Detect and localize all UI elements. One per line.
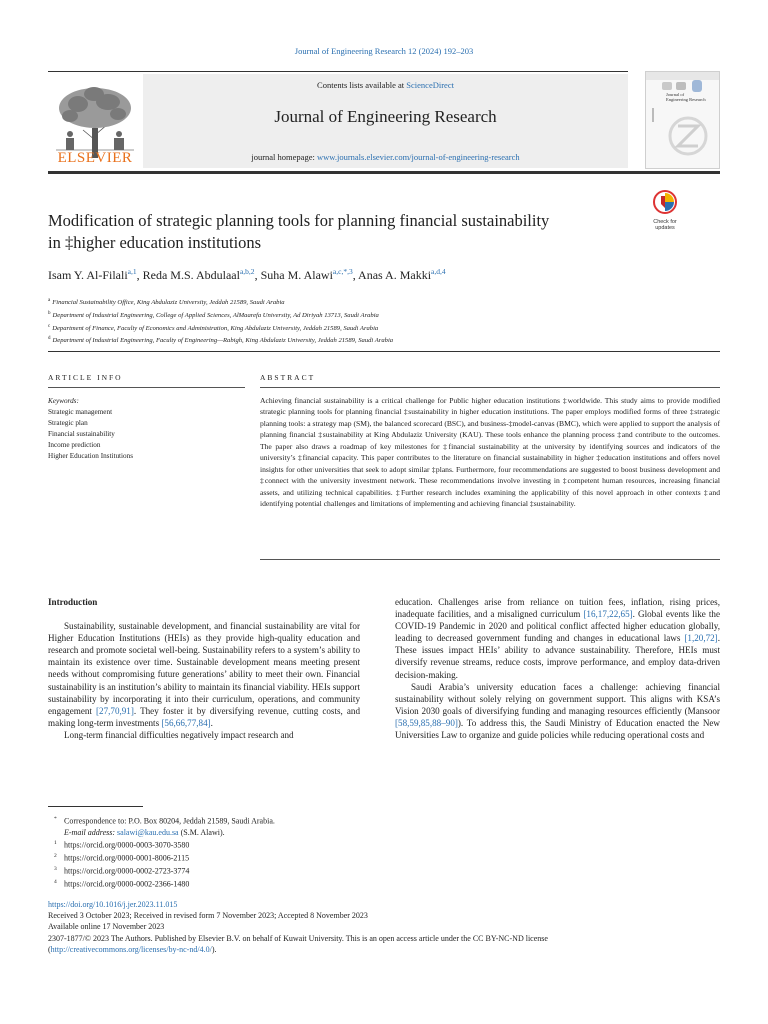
citation-link[interactable]: [16,17,22,65]: [583, 609, 633, 620]
orcid-link[interactable]: https://orcid.org/0000-0003-3070-3580: [64, 840, 190, 850]
keywords-block: [48, 396, 245, 462]
author-name: Anas A. Makki: [358, 268, 432, 282]
elsevier-wordmark: ELSEVIER: [57, 150, 133, 166]
affiliation-key: d: [48, 336, 51, 342]
keywords-label: Keywords:: [48, 397, 79, 405]
cover-side-mark: [652, 108, 654, 122]
footnote-mark: 3: [54, 865, 57, 872]
footnote-mark: 2: [54, 852, 57, 859]
paragraph-text: Sustainability, sustainable development, and financial sustainability are vital for Higher Education Institutions (HEIs) as they provide high-quality education and research and promote societal well-being. Sustainability refers to a system’s ability to maintain its existence over time. Sustainable development means meeting present needs without compromising future generations’ ability to meet their own. Financial sustainability is an institution’s ability to maintain its financial viability. HEIs support sustainability by incorporating it into their curriculum, operations, and community engagement: [48, 621, 360, 716]
journal-citation-link[interactable]: Journal of Engineering Research 12 (2024) 192–203: [294, 46, 474, 56]
license-url-line: [48, 944, 720, 955]
citation-link[interactable]: [56,66,77,84]: [161, 717, 211, 728]
keyword-item: Income prediction: [48, 441, 101, 449]
email-link[interactable]: salawi@kau.edu.sa: [117, 827, 179, 837]
homepage-line: [143, 152, 628, 162]
body-paragraph: [48, 620, 360, 729]
paragraph-text: . They foster it by diversifying revenue, cutting costs, and making long-term investments: [48, 705, 360, 728]
abstract-rule: [260, 387, 720, 388]
paragraph-text: education. Challenges arise from reliance on tuition fees, inflation, rising prices, inadequate facilities, and a misaligned curriculum: [395, 597, 720, 620]
correspondence-note: [54, 814, 374, 827]
body-column-left: [48, 596, 360, 741]
journal-cover-thumbnail[interactable]: [645, 71, 720, 169]
orcid-link[interactable]: https://orcid.org/0000-0001-8006-2115: [64, 853, 190, 863]
journal-name: Journal of Engineering Research: [274, 107, 497, 126]
check-updates-label-line1: Check for: [653, 219, 677, 225]
cover-emblem-icon: [676, 82, 686, 90]
cover-emblem-icon: [662, 82, 672, 90]
footnote-mark: 1: [54, 840, 57, 847]
affiliation-text: Department of Industrial Engineering, College of Applied Sciences, AlMaarefa University, Ad Diriyah 13713, Saudi Arabia: [52, 311, 379, 319]
check-for-updates-button[interactable]: [648, 190, 682, 230]
author-affiliation-sup[interactable]: a,c,*,3: [332, 267, 353, 276]
keyword-item: Strategic plan: [48, 419, 88, 427]
cover-band: [646, 72, 719, 80]
paragraph-text: Saudi Arabia’s university education faces a challenge: achieving financial sustainability without solely relying on government support. This aligns with KSA’s Vision 2030 goals of diversifying funding and managing resources efficiently (Mansoor: [395, 681, 720, 716]
author-name: Reda M.S. Abdulaal: [142, 268, 240, 282]
license-link[interactable]: http://creativecommons.org/licenses/by-nc-nd/4.0/: [50, 944, 212, 954]
author-affiliation-sup[interactable]: a,1: [127, 267, 137, 276]
cover-title-line1: Journal of: [666, 92, 685, 97]
email-suffix: (S.M. Alawi).: [178, 827, 225, 837]
article-info-heading: ARTICLE INFO: [48, 373, 123, 382]
article-info-rule: [48, 387, 245, 388]
affiliation-text: Financial Sustainability Office, King Abdulaziz University, Jeddah 21589, Saudi Arabia: [52, 299, 285, 307]
affiliation-item: [48, 309, 728, 322]
citation-link[interactable]: [58,59,85,88–90]: [395, 717, 458, 728]
affiliation-list: [48, 296, 728, 347]
homepage-link[interactable]: www.journals.elsevier.com/journal-of-engineering-research: [316, 152, 520, 162]
cover-graphic-icon: [666, 114, 710, 158]
orcid-link[interactable]: https://orcid.org/0000-0002-2723-3774: [64, 866, 190, 876]
abstract-bottom-rule: [260, 559, 720, 560]
keyword-item: Higher Education Institutions: [48, 452, 134, 460]
email-note: [54, 827, 374, 838]
license-text: 2307-1877/© 2023 The Authors. Published by Elsevier B.V. on behalf of Kuwait University. This is an open access article under the CC BY-NC-ND license: [48, 933, 548, 943]
footnote-mark: *: [54, 816, 57, 822]
keyword-item: Strategic management: [48, 408, 113, 416]
footnote-mark: 4: [54, 878, 57, 885]
author-affiliation-sup[interactable]: a,b,2: [239, 267, 255, 276]
article-title: [48, 210, 638, 254]
cover-shield-icon: [692, 80, 702, 92]
keyword-item: Financial sustainability: [48, 430, 115, 438]
check-updates-label: [648, 219, 682, 231]
sciencedirect-link[interactable]: ScienceDirect: [406, 80, 454, 90]
license-open-paren: (: [48, 944, 51, 954]
check-updates-icon: [648, 190, 682, 214]
affiliation-text: Department of Industrial Engineering, Faculty of Engineering—Rabigh, King Abdulaziz University, Jeddah 21589, Saudi Arabia: [52, 337, 394, 345]
abstract-heading: ABSTRACT: [260, 373, 316, 382]
article-title-line2: in ‡higher education institutions: [48, 233, 262, 252]
affiliation-key: c: [48, 323, 51, 329]
email-label: E-mail address:: [64, 827, 118, 837]
article-title-line1: Modification of strategic planning tools for planning financial sustainability: [48, 211, 550, 230]
masthead-bottom-rule: [48, 171, 720, 174]
check-updates-label-line2: updates: [655, 225, 675, 231]
cover-title-line2: Engineering Research: [666, 97, 706, 102]
orcid-note: [54, 877, 374, 890]
section-heading-introduction: Introduction: [48, 597, 98, 607]
body-paragraph: Long-term financial difficulties negatively impact research and: [64, 729, 294, 740]
orcid-link[interactable]: https://orcid.org/0000-0002-2366-1480: [64, 879, 190, 889]
orcid-note: [54, 838, 374, 851]
author-affiliation-sup[interactable]: a,d,4: [431, 267, 446, 276]
author-name: Suha M. Alawi: [260, 268, 333, 282]
received-dates: Received 3 October 2023; Received in revised form 7 November 2023; Accepted 8 November 2023: [48, 911, 368, 921]
abstract-text: Achieving financial sustainability is a critical challenge for Public higher education institutions ‡worldwide. This study aims to provide modified strategic planning tools for planning financial ‡sustainability in higher education institutions. The paper employs modified forms of three ‡strategic planning tools: a strategy map (SM), the balanced scorecard (BSC), and business-‡model-canvas (BMC), which were applied to support the analysis of planning financial ‡sustainability at King Abdulaziz University (KAU). These tools enhance the planning process ‡and contribute to the outcomes. The paper also draws a roadmap of key milestones for ‡financial sustainability at the university by identifying sources and indicators of the university’s ‡financial capacity. This paper contributes to the literature on financial sustainability in higher ‡education institutions and offers novel insights for other universities that seek to adopt similar ‡plans. Furthermore, four recommendations are suggested to boost business development and ‡connect with the university investment network. These recommendations involve investing in ‡competent human resources, increasing financial assets, and utilizing technical capabilities. ‡Further research includes examining the applicability of this novel approach in other contexts ‡and identifying potential challenges and limitations of implementing and achieving financial ‡sustainability.: [260, 396, 720, 509]
contents-line: [143, 80, 628, 90]
citation-link[interactable]: [27,70,91]: [96, 705, 134, 716]
body-paragraph: [395, 596, 720, 681]
author-separator: ,: [352, 268, 359, 282]
citation-link[interactable]: [1,20,72]: [684, 633, 718, 644]
affiliation-item: [48, 322, 728, 335]
author-list: [48, 267, 728, 283]
available-online-date: Available online 17 November 2023: [48, 922, 165, 932]
paragraph-text: ). To address this, the Saudi Ministry of Education enacted the New Universities Law to organize and guide policies while reducing operational costs and: [395, 717, 720, 741]
contents-prefix: Contents lists available at: [317, 80, 407, 90]
body-paragraph: [395, 681, 720, 741]
orcid-note: [54, 851, 374, 864]
license-close-paren: ).: [211, 944, 217, 954]
affiliation-key: b: [48, 310, 51, 316]
correspondence-text: Correspondence to: P.O. Box 80204, Jeddah 21589, Saudi Arabia.: [64, 816, 275, 826]
affiliation-item: [48, 296, 728, 309]
paragraph-text: . These issues impact HEIs’ ability to advance sustainability. Therefore, HEIs must diversify revenue streams, reduce costs, improve performance, and employ data-driven decision-making.: [395, 633, 720, 680]
paragraph-text: .: [210, 717, 213, 728]
homepage-prefix: journal homepage:: [251, 152, 317, 162]
footnotes: [54, 814, 374, 890]
affiliation-item: [48, 334, 728, 347]
affiliation-rule: [48, 351, 720, 352]
author-separator: ,: [254, 268, 261, 282]
body-column-right: [395, 596, 720, 741]
author-separator: ,: [136, 268, 143, 282]
affiliation-text: Department of Finance, Faculty of Economics and Administration, King Abdulaziz University, Jeddah 21589, Saudi Arabia: [52, 324, 379, 332]
author-name: Isam Y. Al-Filali: [48, 268, 128, 282]
paragraph-text: . Global events like the COVID-19 Pandemic in 2020 and political conflict affected higher education globally, leading to decreased government funding and changes in educational laws: [395, 609, 720, 644]
affiliation-key: a: [48, 298, 51, 303]
footnote-rule: [48, 806, 143, 807]
cover-title: [666, 92, 716, 102]
orcid-note: [54, 864, 374, 877]
doi-link[interactable]: https://doi.org/10.1016/j.jer.2023.11.015: [48, 900, 178, 909]
article-metadata-footer: [48, 899, 720, 955]
